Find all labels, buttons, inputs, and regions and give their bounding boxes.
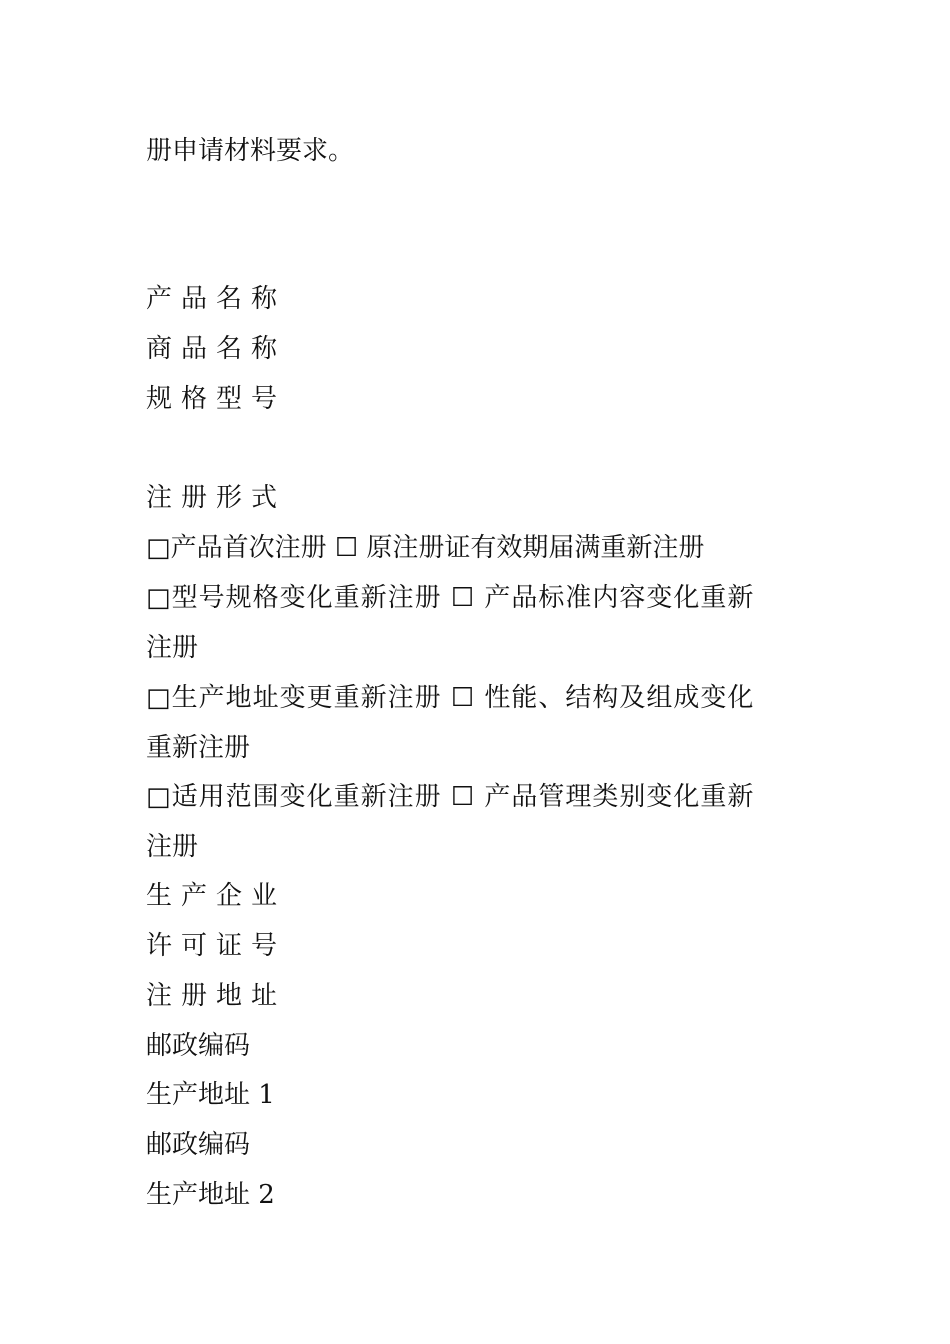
- postal-code-label-1: 邮政编码: [146, 1031, 251, 1061]
- manufacturer-label: 生产企业: [146, 881, 287, 911]
- intro-text-tail: 册申请材料要求。: [146, 136, 355, 166]
- registration-option-line-2-cont: 注册: [146, 633, 199, 663]
- registration-option-line-1: □产品首次注册 ☐ 原注册证有效期届满重新注册: [146, 533, 705, 563]
- registration-option-line-4: □适用范围变化重新注册 ☐ 产品管理类别变化重新: [146, 782, 755, 812]
- model-spec-label: 规格型号: [146, 384, 287, 414]
- registered-address-label: 注册地址: [146, 981, 287, 1011]
- registration-option-line-2: □型号规格变化重新注册 ☐ 产品标准内容变化重新: [146, 583, 755, 613]
- trade-name-label: 商品名称: [146, 334, 287, 364]
- product-name-label: 产品名称: [146, 284, 287, 314]
- license-number-label: 许可证号: [146, 931, 287, 961]
- registration-form-label: 注册形式: [146, 483, 287, 513]
- registration-option-line-3: □生产地址变更重新注册 ☐ 性能、结构及组成变化: [146, 683, 755, 713]
- postal-code-label-2: 邮政编码: [146, 1130, 251, 1160]
- registration-option-line-3-cont: 重新注册: [146, 733, 251, 763]
- registration-option-line-4-cont: 注册: [146, 832, 199, 862]
- production-address-1-label: 生产地址 1: [146, 1080, 275, 1110]
- production-address-2-label: 生产地址 2: [146, 1180, 275, 1210]
